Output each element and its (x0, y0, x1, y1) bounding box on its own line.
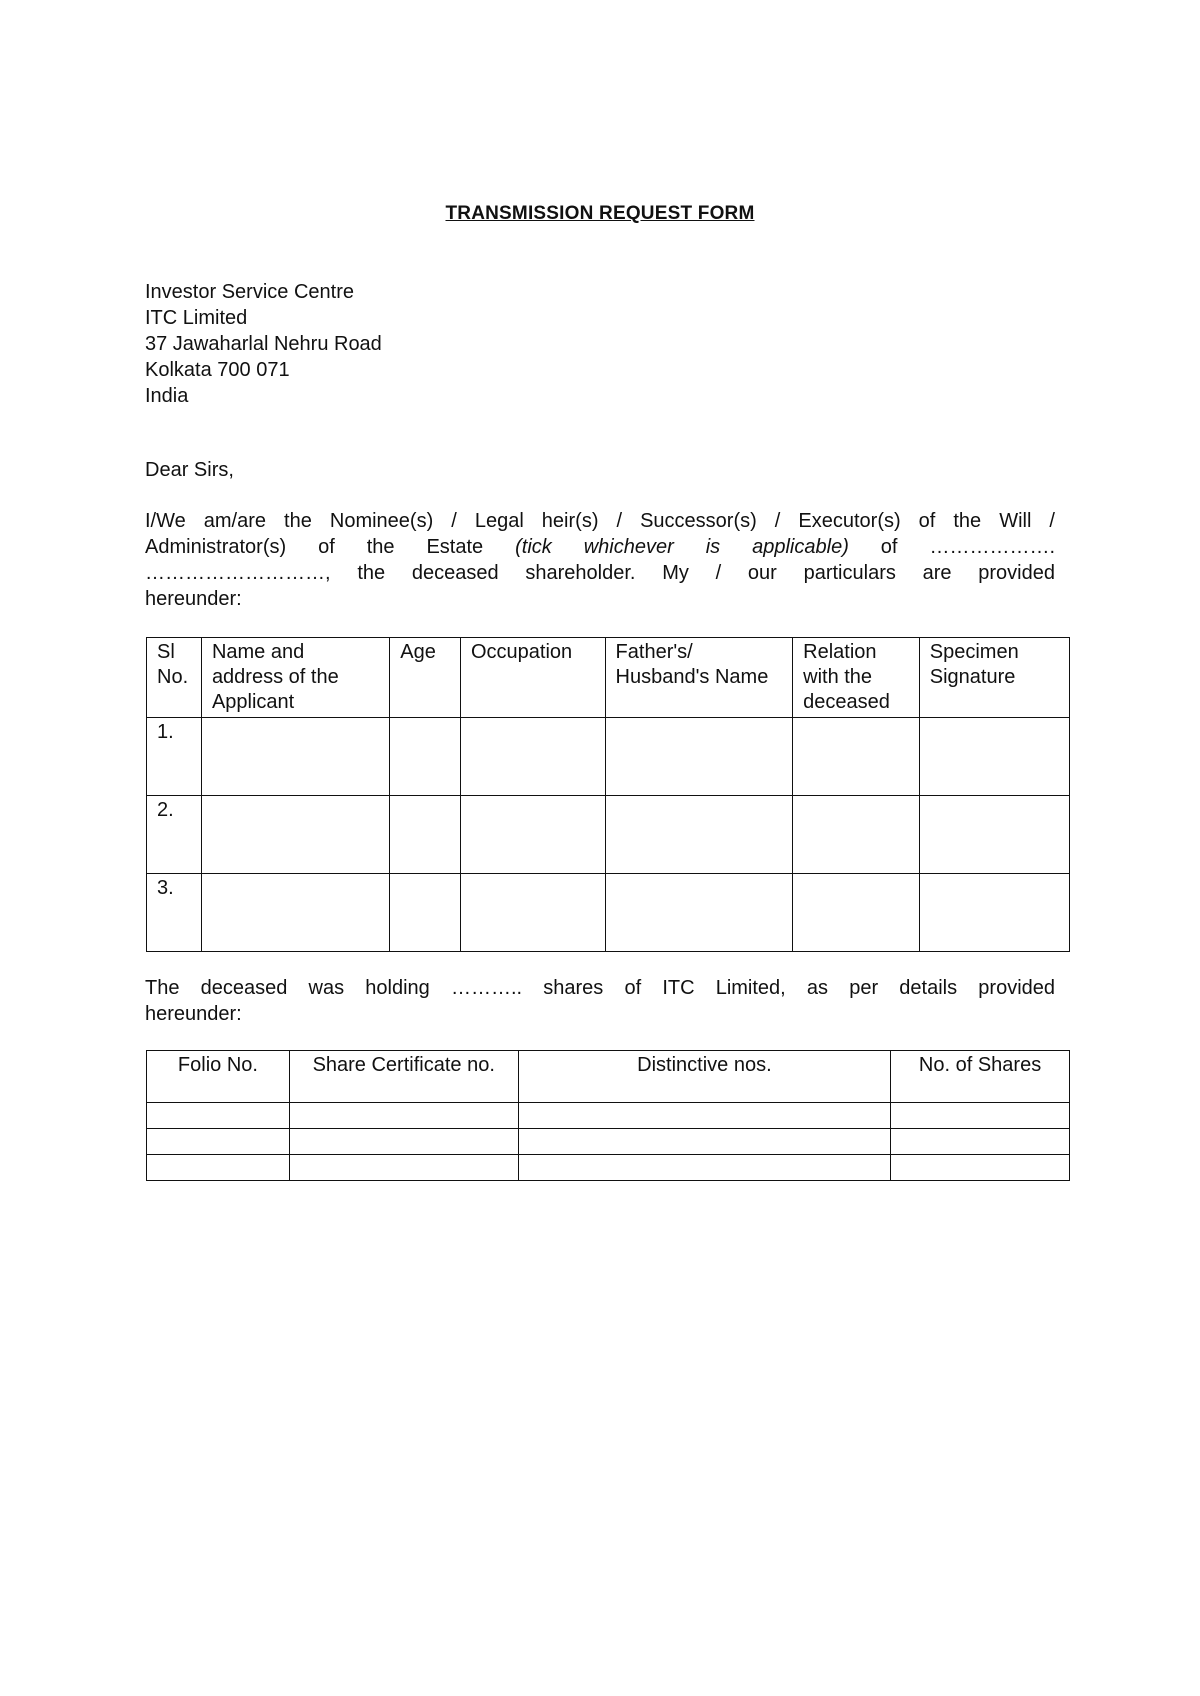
signature-cell[interactable] (919, 796, 1069, 874)
applicant-table (146, 637, 1070, 952)
table-header-row (147, 638, 1070, 718)
row-number: 3. (147, 874, 202, 952)
intro-line-3: ………………………, the deceased shareholder. My / our particulars are provided (145, 562, 1055, 584)
applicant-name-cell[interactable] (201, 718, 389, 796)
column-header: Relation with the deceased (793, 638, 920, 718)
signature-cell[interactable] (919, 874, 1069, 952)
column-header: Father's/ Husband's Name (605, 638, 793, 718)
address-line: Kolkata 700 071 (145, 359, 290, 381)
folio-cell[interactable] (147, 1103, 290, 1129)
father-husband-name-cell[interactable] (605, 874, 793, 952)
column-header: Folio No. (147, 1051, 290, 1103)
salutation: Dear Sirs, (145, 459, 234, 481)
column-header: Specimen Signature (919, 638, 1069, 718)
table-row (147, 718, 1070, 796)
table-row (147, 796, 1070, 874)
column-header: Share Certificate no. (289, 1051, 518, 1103)
relation-cell[interactable] (793, 718, 920, 796)
intro-paragraph (145, 508, 1055, 612)
intro-line-4: hereunder: (145, 588, 242, 610)
applicant-name-cell[interactable] (201, 796, 389, 874)
addressee-block (145, 279, 382, 409)
table-header-row (147, 1051, 1070, 1103)
address-line: ITC Limited (145, 307, 248, 329)
father-husband-name-cell[interactable] (605, 796, 793, 874)
age-cell[interactable] (390, 874, 461, 952)
signature-cell[interactable] (919, 718, 1069, 796)
intro-line-1: I/We am/are the Nominee(s) / Legal heir(s) / Successor(s) / Executor(s) of the Will / (145, 510, 1055, 532)
certificate-cell[interactable] (289, 1155, 518, 1181)
column-header: Distinctive nos. (518, 1051, 891, 1103)
distinctive-nos-cell[interactable] (518, 1103, 891, 1129)
column-header: Sl No. (147, 638, 202, 718)
relation-cell[interactable] (793, 796, 920, 874)
address-line: India (145, 385, 189, 407)
age-cell[interactable] (390, 718, 461, 796)
age-cell[interactable] (390, 796, 461, 874)
distinctive-nos-cell[interactable] (518, 1155, 891, 1181)
distinctive-nos-cell[interactable] (518, 1129, 891, 1155)
column-header: Age (390, 638, 461, 718)
column-header: No. of Shares (891, 1051, 1070, 1103)
tick-instruction: (tick whichever is applicable) (515, 536, 849, 558)
table-row (147, 1155, 1070, 1181)
occupation-cell[interactable] (460, 796, 605, 874)
table-row (147, 874, 1070, 952)
column-header: Occupation (460, 638, 605, 718)
holding-line-1: The deceased was holding ……….. shares of ITC Limited, as per details provided (145, 977, 1055, 999)
holding-line-2: hereunder: (145, 1003, 242, 1025)
table-row (147, 1103, 1070, 1129)
certificate-cell[interactable] (289, 1129, 518, 1155)
form-title: TRANSMISSION REQUEST FORM (445, 203, 755, 224)
address-line: 37 Jawaharlal Nehru Road (145, 333, 382, 355)
row-number: 1. (147, 718, 202, 796)
share-count-cell[interactable] (891, 1129, 1070, 1155)
occupation-cell[interactable] (460, 874, 605, 952)
table-row (147, 1129, 1070, 1155)
row-number: 2. (147, 796, 202, 874)
certificate-cell[interactable] (289, 1103, 518, 1129)
address-line: Investor Service Centre (145, 281, 354, 303)
share-count-cell[interactable] (891, 1155, 1070, 1181)
folio-cell[interactable] (147, 1129, 290, 1155)
holding-paragraph (145, 975, 1055, 1027)
relation-cell[interactable] (793, 874, 920, 952)
shares-table (146, 1050, 1070, 1181)
column-header: Name and address of the Applicant (201, 638, 389, 718)
folio-cell[interactable] (147, 1155, 290, 1181)
occupation-cell[interactable] (460, 718, 605, 796)
share-count-cell[interactable] (891, 1103, 1070, 1129)
father-husband-name-cell[interactable] (605, 718, 793, 796)
intro-line-2: Administrator(s) of the Estate (tick whichever is applicable) of ………………. (145, 536, 1055, 558)
applicant-name-cell[interactable] (201, 874, 389, 952)
